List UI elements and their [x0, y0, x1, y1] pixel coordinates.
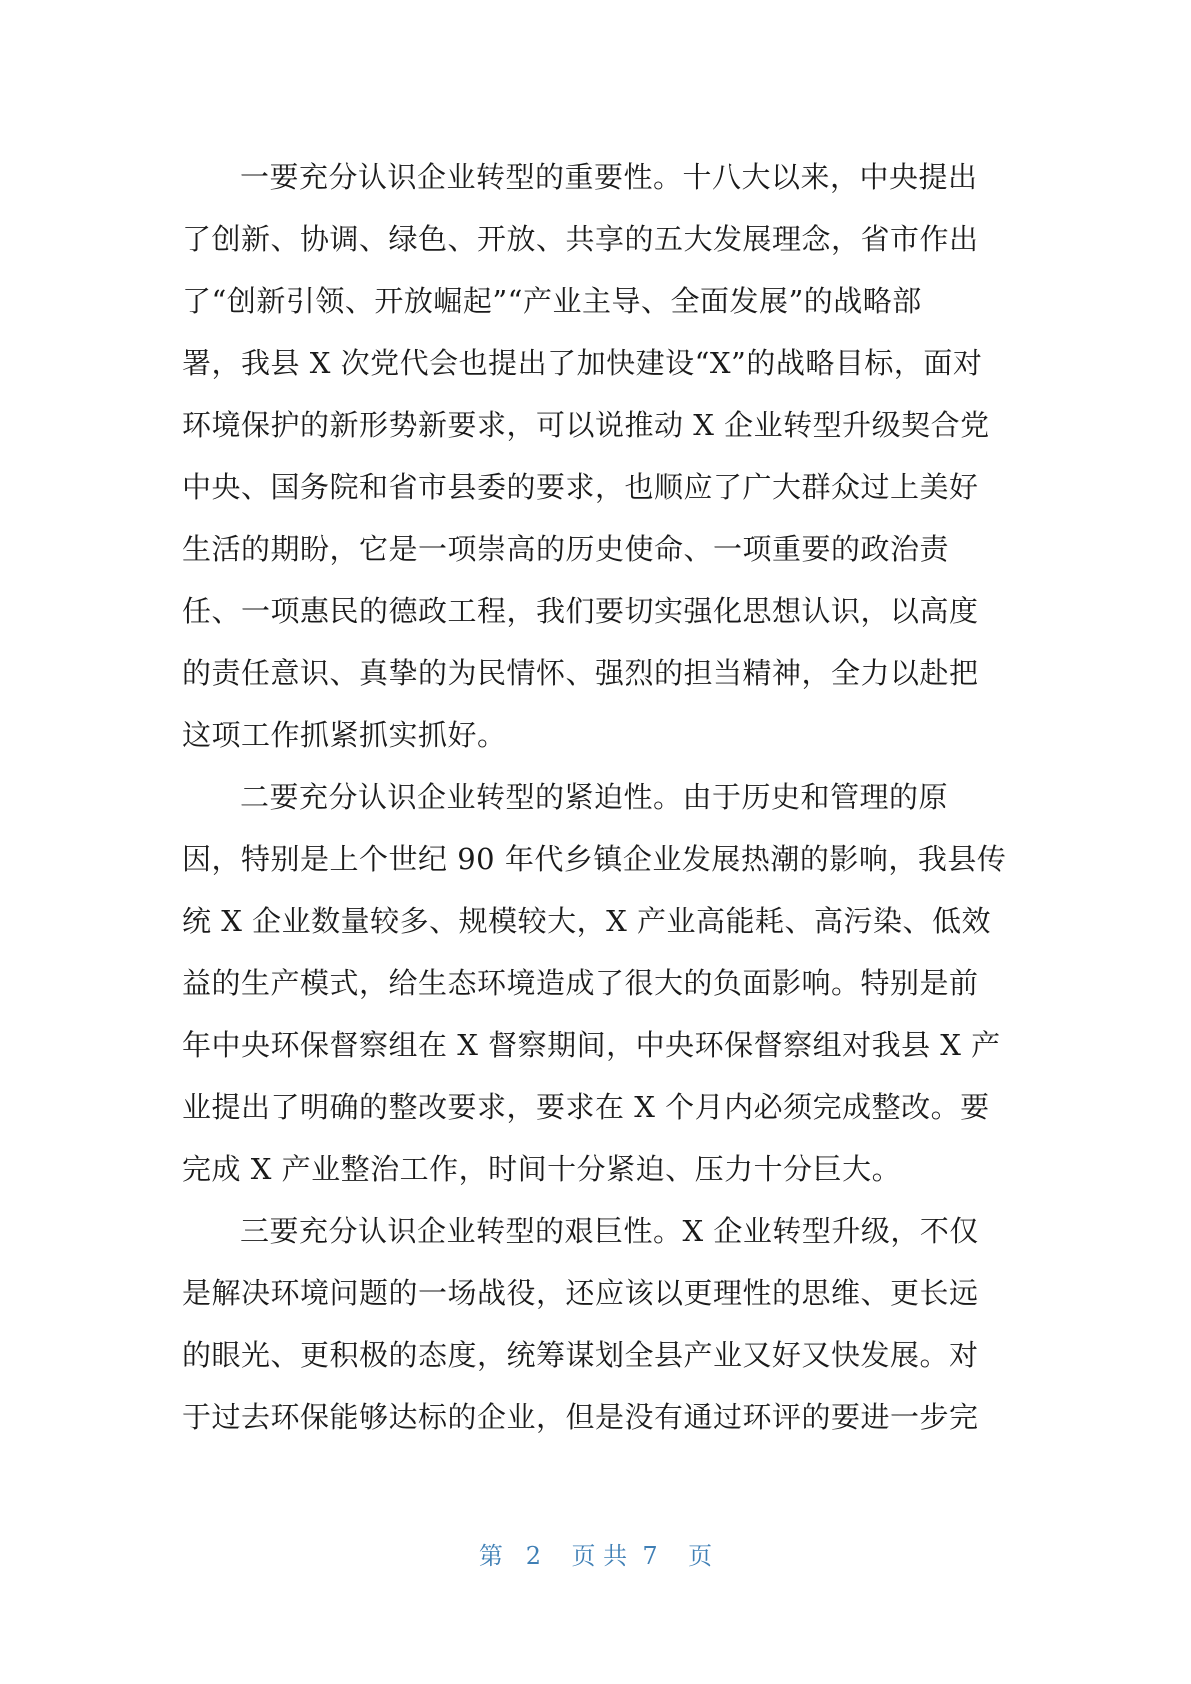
paragraph-3-line-2: 是解决环境问题的一场战役，还应该以更理性的思维、更长远 — [182, 1276, 979, 1310]
paragraph-3-line-3: 的眼光、更积极的态度，统筹谋划全县产业又好又快发展。对 — [182, 1338, 979, 1372]
paragraph-2-line-6: 业提出了明确的整改要求，要求在 X 个月内必须完成整改。要 — [182, 1090, 990, 1124]
paragraph-3-line-4: 于过去环保能够达标的企业，但是没有通过环评的要进一步完 — [182, 1400, 979, 1434]
paragraph-1-line-4: 署，我县 X 次党代会也提出了加快建设“X”的战略目标，面对 — [182, 346, 983, 380]
paragraph-2-line-4: 益的生产模式，给生态环境造成了很大的负面影响。特别是前 — [182, 966, 979, 1000]
paragraph-1-line-5: 环境保护的新形势新要求，可以说推动 X 企业转型升级契合党 — [182, 408, 990, 442]
paragraph-2-line-3: 统 X 企业数量较多、规模较大，X 产业高能耗、高污染、低效 — [182, 904, 991, 938]
paragraph-1-line-8: 任、一项惠民的德政工程，我们要切实强化思想认识，以高度 — [182, 594, 979, 628]
paragraph-1-line-3: 了“创新引领、开放崛起”“产业主导、全面发展”的战略部 — [182, 284, 922, 318]
paragraph-2-line-5: 年中央环保督察组在 X 督察期间，中央环保督察组对我县 X 产 — [182, 1028, 1001, 1062]
paragraph-1-line-9: 的责任意识、真挚的为民情怀、强烈的担当精神，全力以赴把 — [182, 656, 979, 690]
page-number-footer: 第 2 页 共 7 页 — [478, 1542, 713, 1570]
paragraph-1-line-7: 生活的期盼，它是一项崇高的历史使命、一项重要的政治责 — [182, 532, 950, 566]
paragraph-2-line-2: 因，特别是上个世纪 90 年代乡镇企业发展热潮的影响，我县传 — [182, 842, 1007, 876]
paragraph-2-line-1: 二要充分认识企业转型的紧迫性。由于历史和管理的原 — [240, 780, 949, 814]
paragraph-1-line-10: 这项工作抓紧抓实抓好。 — [182, 718, 507, 752]
paragraph-3-line-1: 三要充分认识企业转型的艰巨性。X 企业转型升级，不仅 — [240, 1214, 979, 1248]
paragraph-1-line-2: 了创新、协调、绿色、开放、共享的五大发展理念，省市作出 — [182, 222, 979, 256]
paragraph-1-line-6: 中央、国务院和省市县委的要求，也顺应了广大群众过上美好 — [182, 470, 979, 504]
paragraph-1-line-1: 一要充分认识企业转型的重要性。十八大以来，中央提出 — [240, 160, 978, 194]
paragraph-2-line-7: 完成 X 产业整治工作，时间十分紧迫、压力十分巨大。 — [182, 1152, 902, 1186]
document-body — [182, 146, 1012, 1448]
